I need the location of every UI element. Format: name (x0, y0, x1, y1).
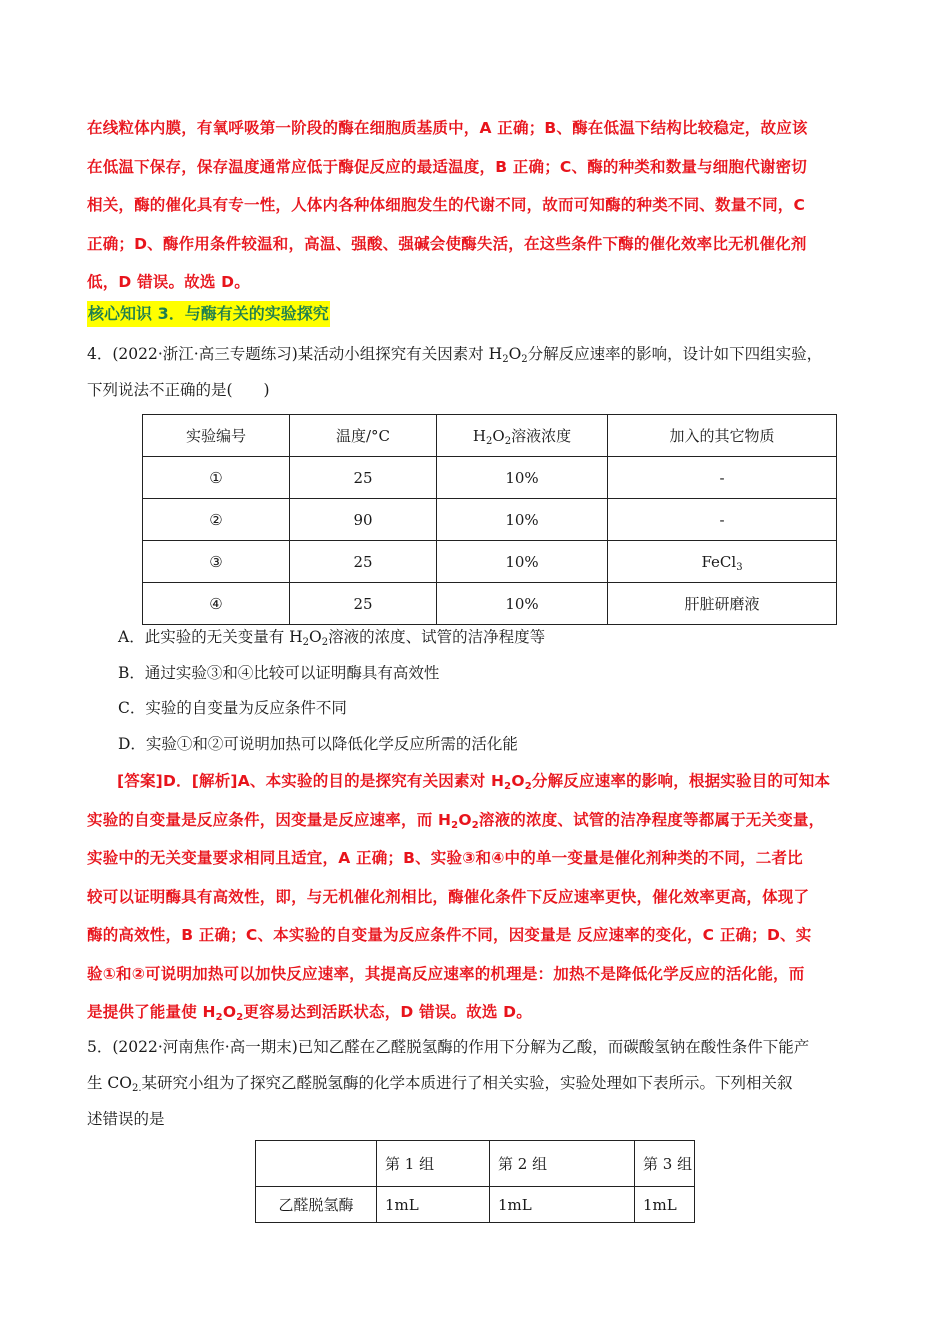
answer-line: 较可以证明酶具有高效性，即，与无机催化剂相比，酶催化条件下反应速率更快，催化效率更高，体现了 (87, 887, 810, 906)
table-cell: 25 (290, 583, 437, 625)
option-a: A．此实验的无关变量有 $H_2O_2$溶液的浓度、试管的洁净程度等 (118, 628, 546, 648)
table-cell: ③ (143, 541, 290, 583)
table-cell: 25 (290, 541, 437, 583)
table-cell: 10% (437, 457, 608, 499)
question-5 (87, 1029, 863, 1137)
question-5-line-1: 5．(2022·河南焦作·高一期末)已知乙醛在乙醛脱氢酶的作用下分解为乙酸，而碳酸氢钠在酸性条件下能产 (87, 1038, 810, 1056)
table-header: 第 3 组 (635, 1141, 695, 1187)
table-header: 第 2 组 (490, 1141, 635, 1187)
table-cell: - (608, 499, 837, 541)
answer-line: 低，D 错误。故选 D。 (87, 273, 250, 291)
answer-line: 是提供了能量使 $H_2O_2$更容易达到活跃状态，D 错误。故选 D。 (87, 1003, 532, 1023)
question-5-table (255, 1140, 695, 1223)
section-heading: 核心知识 3．与酶有关的实验探究 (87, 301, 330, 327)
answer-line: 在线粒体内膜，有氧呼吸第一阶段的酶在细胞质基质中，A 正确；B、酶在低温下结构比较稳定，故应该 (87, 119, 808, 137)
table-cell: 10% (437, 583, 608, 625)
table-row (143, 457, 837, 499)
table-cell: 10% (437, 499, 608, 541)
answer-line: 相关，酶的催化具有专一性，人体内各种体细胞发生的代谢不同，故而可知酶的种类不同、数量不同，C (87, 196, 806, 214)
question-4-line-1: 4．(2022·浙江·高三专题练习)某活动小组探究有关因素对 $H_2O_2$分解反应速率的影响，设计如下四组实验， (87, 345, 823, 365)
table-header: 第 1 组 (377, 1141, 490, 1187)
table-header (256, 1141, 377, 1187)
table-cell: 乙醛脱氢酶 (256, 1187, 377, 1223)
table-cell: ① (143, 457, 290, 499)
table-cell: 90 (290, 499, 437, 541)
table-header: 加入的其它物质 (608, 415, 837, 457)
table-header: 实验编号 (143, 415, 290, 457)
table-cell: 1mL (635, 1187, 695, 1223)
table-row (143, 499, 837, 541)
table-row (256, 1187, 695, 1223)
question-5-line-2: 生 $CO_{2.}$某研究小组为了探究乙醛脱氢酶的化学本质进行了相关实验，实验处理如下表所示。下列相关叙 (87, 1074, 793, 1094)
answer-line: [答案]D．[解析]A、本实验的目的是探究有关因素对 $H_2O_2$分解反应速率的影响，根据实验目的可知本 (117, 772, 831, 792)
table-header: 温度/°C (290, 415, 437, 457)
table-cell: 25 (290, 457, 437, 499)
table-cell: 1mL (490, 1187, 635, 1223)
question-4 (87, 336, 863, 408)
table-row (143, 541, 837, 583)
answer-line: 实验中的无关变量要求相同且适宜，A 正确；B、实验③和④中的单一变量是催化剂种类的不同，二者比 (87, 849, 803, 867)
question-5-line-3: 述错误的是 (87, 1110, 165, 1128)
answer-line: 在低温下保存，保存温度通常应低于酶促反应的最适温度，B 正确；C、酶的种类和数量与细胞代谢密切 (87, 157, 807, 176)
table-cell: - (608, 457, 837, 499)
option-d: D．实验①和②可说明加热可以降低化学反应所需的活化能 (118, 734, 518, 753)
table-cell: 1mL (377, 1187, 490, 1223)
table-cell: ④ (143, 583, 290, 625)
table-row (143, 583, 837, 625)
table-cell: FeCl$_3$ (608, 541, 837, 583)
question-4-line-2: 下列说法不正确的是( ) (87, 381, 270, 399)
question-4-answer (87, 762, 863, 1032)
table-header: $H_2O_2$溶液浓度 (437, 415, 608, 457)
answer-line: 验①和②可说明加热可以加快反应速率，其提高反应速率的机理是：加热不是降低化学反应的活化能，而 (87, 964, 805, 983)
table-cell: ② (143, 499, 290, 541)
previous-answer-block (87, 109, 863, 302)
question-4-table (142, 414, 837, 625)
option-c: C．实验的自变量为反应条件不同 (118, 699, 347, 717)
option-b: B．通过实验③和④比较可以证明酶具有高效性 (118, 663, 440, 682)
answer-line: 酶的高效性，B 正确；C、本实验的自变量为反应条件不同，因变量是 反应速率的变化，C 正确；D、实 (87, 926, 812, 944)
table-cell: 10% (437, 541, 608, 583)
answer-line: 正确；D、酶作用条件较温和，高温、强酸、强碱会使酶失活，在这些条件下酶的催化效率比无机催化剂 (87, 234, 807, 253)
question-4-options (118, 620, 545, 762)
answer-line: 实验的自变量是反应条件，因变量是反应速率，而 $H_2O_2$溶液的浓度、试管的洁净程度等都属于无关变量， (87, 810, 825, 831)
table-cell: 肝脏研磨液 (608, 583, 837, 625)
